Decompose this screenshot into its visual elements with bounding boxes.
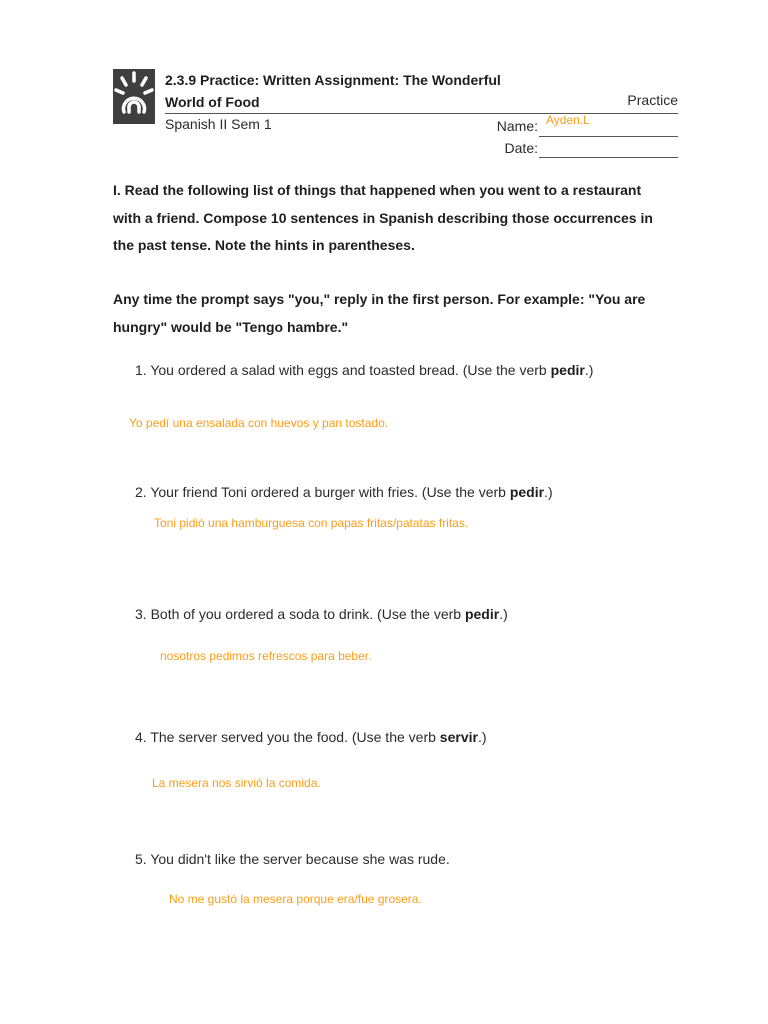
title-line-2: World of Food	[165, 94, 260, 110]
answer-2[interactable]: Toni pidió una hamburguesa con papas fritas/patatas fritas.	[154, 516, 469, 530]
date-label: Date:	[504, 140, 538, 156]
question-4	[135, 728, 675, 746]
question-verb: pedir	[464, 606, 500, 622]
header-divider	[165, 113, 678, 114]
assignment-title	[165, 69, 525, 113]
question-3	[135, 605, 675, 623]
date-line	[539, 157, 678, 158]
question-suffix: .)	[477, 729, 487, 745]
name-label: Name:	[496, 118, 538, 134]
question-text: 3. Both of you ordered a soda to drink. (Use the verb	[135, 606, 465, 622]
question-1	[135, 361, 675, 379]
course-name: Spanish II Sem 1	[165, 116, 272, 132]
question-text: 5. You didn't like the server because she was rude.	[135, 851, 450, 867]
question-2	[135, 483, 675, 501]
question-verb: pedir	[509, 484, 545, 500]
answer-3[interactable]: nosotros pedimos refrescos para beber.	[160, 649, 372, 663]
name-line	[539, 136, 678, 137]
question-text: 2. Your friend Toni ordered a burger with fries. (Use the verb	[135, 484, 510, 500]
instructions-paragraph-2: Any time the prompt says "you," reply in the first person. For example: "You are hungry" would be "Tengo hambre."	[113, 291, 646, 335]
practice-tag: Practice	[627, 92, 678, 108]
question-suffix: .)	[544, 484, 553, 500]
question-suffix: .)	[584, 362, 594, 378]
sun-lightbulb-logo-icon	[113, 69, 155, 124]
title-line-1: 2.3.9 Practice: Written Assignment: The Wonderful	[165, 72, 501, 88]
instructions-paragraph-1: I. Read the following list of things that happened when you went to a restaurant with a friend. Compose 10 sentences in Spanish describing those occurrences in the past tense. Note the hints in parentheses.	[113, 182, 653, 253]
question-text: 1. You ordered a salad with eggs and toasted bread. (Use the verb	[135, 362, 551, 378]
question-text: 4. The server served you the food. (Use the verb	[135, 729, 440, 745]
question-verb: pedir	[550, 362, 585, 378]
question-suffix: .)	[499, 606, 508, 622]
question-5	[135, 850, 675, 868]
question-verb: servir	[439, 729, 478, 745]
name-value[interactable]: Ayden.L	[546, 113, 590, 127]
answer-4[interactable]: La mesera nos sirvió la comida.	[152, 776, 321, 790]
answer-5[interactable]: No me gustó la mesera porque era/fue grosera.	[169, 892, 422, 906]
answer-1[interactable]: Yo pedí una ensalada con huevos y pan tostado.	[129, 416, 389, 430]
